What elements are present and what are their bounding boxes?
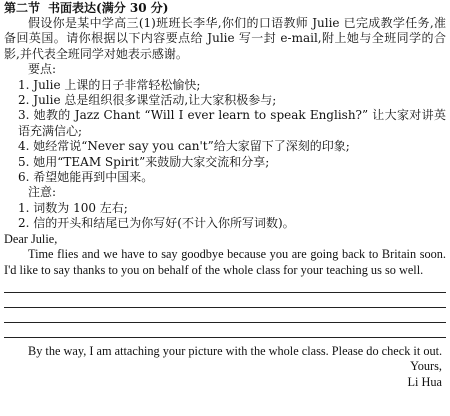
answer-line[interactable] xyxy=(4,293,446,308)
letter-closing: By the way, I am attaching your picture with the whole class. Please do check it out. xyxy=(28,343,443,358)
task-prompt: 假设你是某中学高三(1)班班长李华,你们的口语教师 Julie 已完成教学任务,准备回英国。请你根据以下内容要点给 Julie 写一封 e-mail,附上她与全班同学的合影,并代表全班同学对她表示感谢。 xyxy=(4,16,446,61)
answer-area[interactable] xyxy=(4,278,446,338)
key-point-4: 4. 她经常说“Never say you can't”给大家留下了深刻的印象; xyxy=(18,139,350,154)
key-points-label: 要点: xyxy=(28,62,57,77)
note-2: 2. 信的开头和结尾已为你写好(不计入你所写词数)。 xyxy=(18,216,295,231)
writing-task xyxy=(4,0,446,390)
notes-label: 注意: xyxy=(28,185,57,200)
key-point-2: 2. Julie 总是组织很多课堂活动,让大家积极参与; xyxy=(18,93,277,108)
section-title: 书面表达(满分 30 分) xyxy=(48,1,169,15)
section-label: 第二节 xyxy=(4,1,41,15)
notes-list xyxy=(4,201,446,232)
letter-signature: Li Hua xyxy=(407,374,442,389)
answer-line[interactable] xyxy=(4,308,446,323)
key-point-5: 5. 她用“TEAM Spirit”来鼓励大家交流和分享; xyxy=(18,154,270,169)
answer-line[interactable] xyxy=(4,278,446,293)
note-1: 1. 词数为 100 左右; xyxy=(18,200,128,215)
key-point-1: 1. Julie 上课的日子非常轻松愉快; xyxy=(18,77,201,92)
key-point-3: 3. 她教的 Jazz Chant “Will I ever learn to speak English?” 让大家对讲英语充满信心; xyxy=(18,108,446,138)
letter-signoff: Yours, xyxy=(410,359,442,374)
letter-greeting: Dear Julie, xyxy=(4,231,58,246)
letter-opening: Time flies and we have to say goodbye because you are going back to Britain soon. I'd like to say thanks to you on behalf of the whole class for your teaching us so well. xyxy=(4,247,446,277)
key-points-list xyxy=(4,78,446,186)
key-point-6: 6. 希望她能再到中国来。 xyxy=(18,170,154,185)
section-header xyxy=(4,0,446,16)
answer-line[interactable] xyxy=(4,323,446,338)
